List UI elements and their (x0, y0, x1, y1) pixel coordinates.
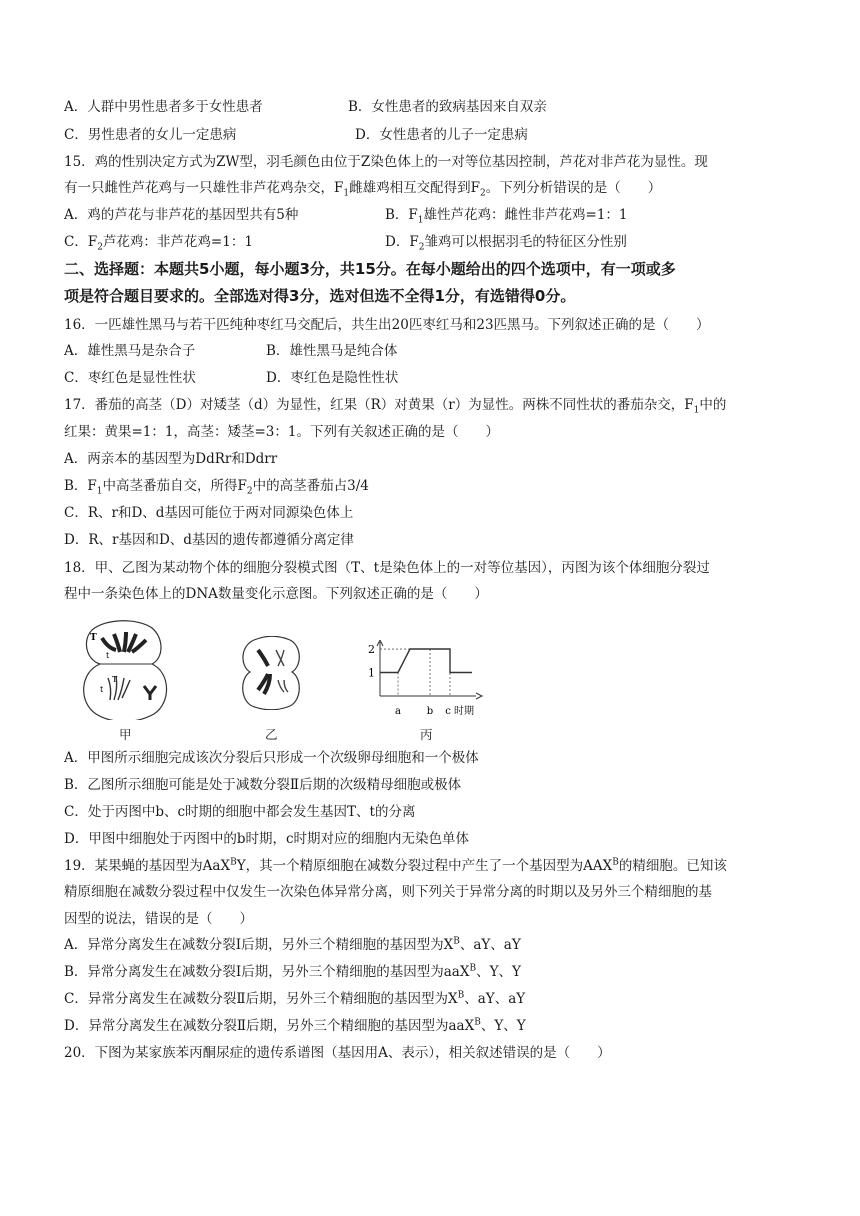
q15-option-c: C．$F_2$芦花鸡：非芦花鸡=1：1 (64, 234, 253, 253)
x-tick-label-a: a (395, 706, 401, 717)
q19-stem-line3: 因型的说法，错误的是（ ） (64, 911, 253, 927)
gene-label-t: t (106, 651, 110, 660)
q16-stem: 16．一匹雄性黑马与若干匹纯种枣红马交配后，共生出20匹枣红马和23匹黑马。下列叙述正确的是（ ） (64, 317, 710, 333)
q19-option-d: D．异常分离发生在减数分裂Ⅱ后期，另外三个精细胞的基因型为aaX$^B$、Y、Y (64, 1017, 526, 1034)
q15-stem-line2: 有一只雌性芦花鸡与一只雄性非芦花鸡杂交，$F_1$雌雄鸡相互交配得到$F_2$。下列分析错误的是（ ） (64, 180, 662, 199)
q19-option-b: B．异常分离发生在减数分裂Ⅰ后期，另外三个精细胞的基因型为aaX$^B$、Y、Y (64, 963, 521, 980)
q17-option-a: A．两亲本的基因型为DdRr和Ddrr (64, 451, 278, 467)
q17-option-d: D．R、r基因和D、d基因的遗传都遵循分离定律 (64, 532, 354, 548)
x-tick-label-c: c (445, 706, 451, 717)
q14-option-d: D．女性患者的儿子一定患病 (355, 127, 528, 143)
q19-stem-line2: 精原细胞在减数分裂过程中仅发生一次染色体异常分离，则下列关于异常分离的时期以及另外三个精细胞的基 (64, 884, 712, 900)
q17-option-b: B．$F_1$中高茎番茄自交，所得$F_2$中的高茎番茄占3/4 (64, 478, 369, 497)
x-axis-label: 时期 (454, 706, 474, 717)
figure-label-jia: 甲 (119, 727, 132, 742)
q14-option-a: A．人群中男性患者多于女性患者 (64, 99, 263, 115)
q14-option-b: B．女性患者的致病基因来自双亲 (348, 99, 547, 115)
q18-option-b: B．乙图所示细胞可能是处于减数分裂Ⅱ后期的次级精母细胞或极体 (64, 777, 462, 793)
q15-option-d: D．$F_2$雏鸡可以根据羽毛的特征区分性别 (385, 234, 627, 253)
gene-label-T2: T (112, 675, 118, 684)
q16-option-d: D．枣红色是隐性性状 (266, 370, 399, 386)
q18-option-a: A．甲图所示细胞完成该次分裂后只形成一个次级卵母细胞和一个极体 (64, 750, 479, 766)
q15-option-a: A．鸡的芦花与非芦花的基因型共有5种 (64, 207, 299, 223)
q20-stem: 20．下图为某家族苯丙酮尿症的遗传系谱图（基因用A、表示），相关叙述错误的是（ ） (64, 1045, 611, 1061)
q18-stem-line2: 程中一条染色体上的DNA数量变化示意图。下列叙述正确的是（ ） (64, 586, 488, 602)
chromosome-cluster-top (102, 632, 146, 652)
dna-change-chart (360, 640, 500, 720)
figure-label-yi: 乙 (265, 727, 278, 742)
cell-diagram-yi (240, 636, 302, 710)
gene-label-t2: t (100, 685, 104, 694)
section2-header-line1: 二、选择题：本题共5小题，每小题3分，共15分。在每小题给出的四个选项中，有一项或多 (64, 260, 676, 278)
q18-option-c: C．处于丙图中b、c时期的细胞中都会发生基因T、t的分离 (64, 804, 416, 820)
cell-diagram-jia (78, 620, 174, 720)
dna-content-series-line (380, 649, 472, 673)
q18-stem-line1: 18．甲、乙图为某动物个体的细胞分裂模式图（T、t是染色体上的一对等位基因），丙图为该个体细胞分裂过 (64, 560, 710, 576)
q16-option-c: C．枣红色是显性性状 (64, 370, 196, 386)
chart-x-arrow (476, 693, 482, 699)
q17-stem-line1: 17．番茄的高茎（D）对矮茎（d）为显性，红果（R）对黄果（r）为显性。两株不同性状的番茄杂交，$F_1$中的 (64, 397, 727, 416)
q14-option-c: C．男性患者的女儿一定患病 (64, 127, 237, 143)
y-tick-label-1: 1 (368, 666, 375, 680)
q16-option-b: B．雄性黑马是纯合体 (266, 343, 398, 359)
figure-label-bing: 丙 (420, 727, 433, 742)
q17-stem-line2: 红果：黄果=1：1，高茎：矮茎=3：1。下列有关叙述正确的是（ ） (64, 424, 499, 440)
y-tick-label-2: 2 (368, 643, 375, 657)
q19-option-a: A．异常分离发生在减数分裂Ⅰ后期，另外三个精细胞的基因型为$X^B$、aY、aY (64, 936, 521, 953)
x-tick-label-b: b (426, 706, 434, 717)
q18-option-d: D．甲图中细胞处于丙图中的b时期，c时期对应的细胞内无染色单体 (64, 831, 470, 847)
q15-option-b: B．$F_1$雄性芦花鸡：雌性非芦花鸡=1：1 (385, 207, 628, 226)
q19-stem-line1: 19．某果蝇的基因型为AaX$^B$Y，其一个精原细胞在减数分裂过程中产生了一个基因型为$AAX^B$的精细胞。已知该 (64, 857, 727, 874)
q17-option-c: C．R、r和D、d基因可能位于两对同源染色体上 (64, 505, 354, 521)
q15-stem-line1: 15．鸡的性别决定方式为ZW型，羽毛颜色由位于Z染色体上的一对等位基因控制，芦花对非芦花为显性。现 (64, 154, 708, 170)
section2-header-line2: 项是符合题目要求的。全部选对得3分，选对但选不全得1分，有选错得0分。 (64, 287, 576, 305)
gene-label-T: T (90, 633, 97, 643)
q19-option-c: C．异常分离发生在减数分裂Ⅱ后期，另外三个精细胞的基因型为$X^B$、aY、aY (64, 990, 526, 1007)
q16-option-a: A．雄性黑马是杂合子 (64, 343, 196, 359)
